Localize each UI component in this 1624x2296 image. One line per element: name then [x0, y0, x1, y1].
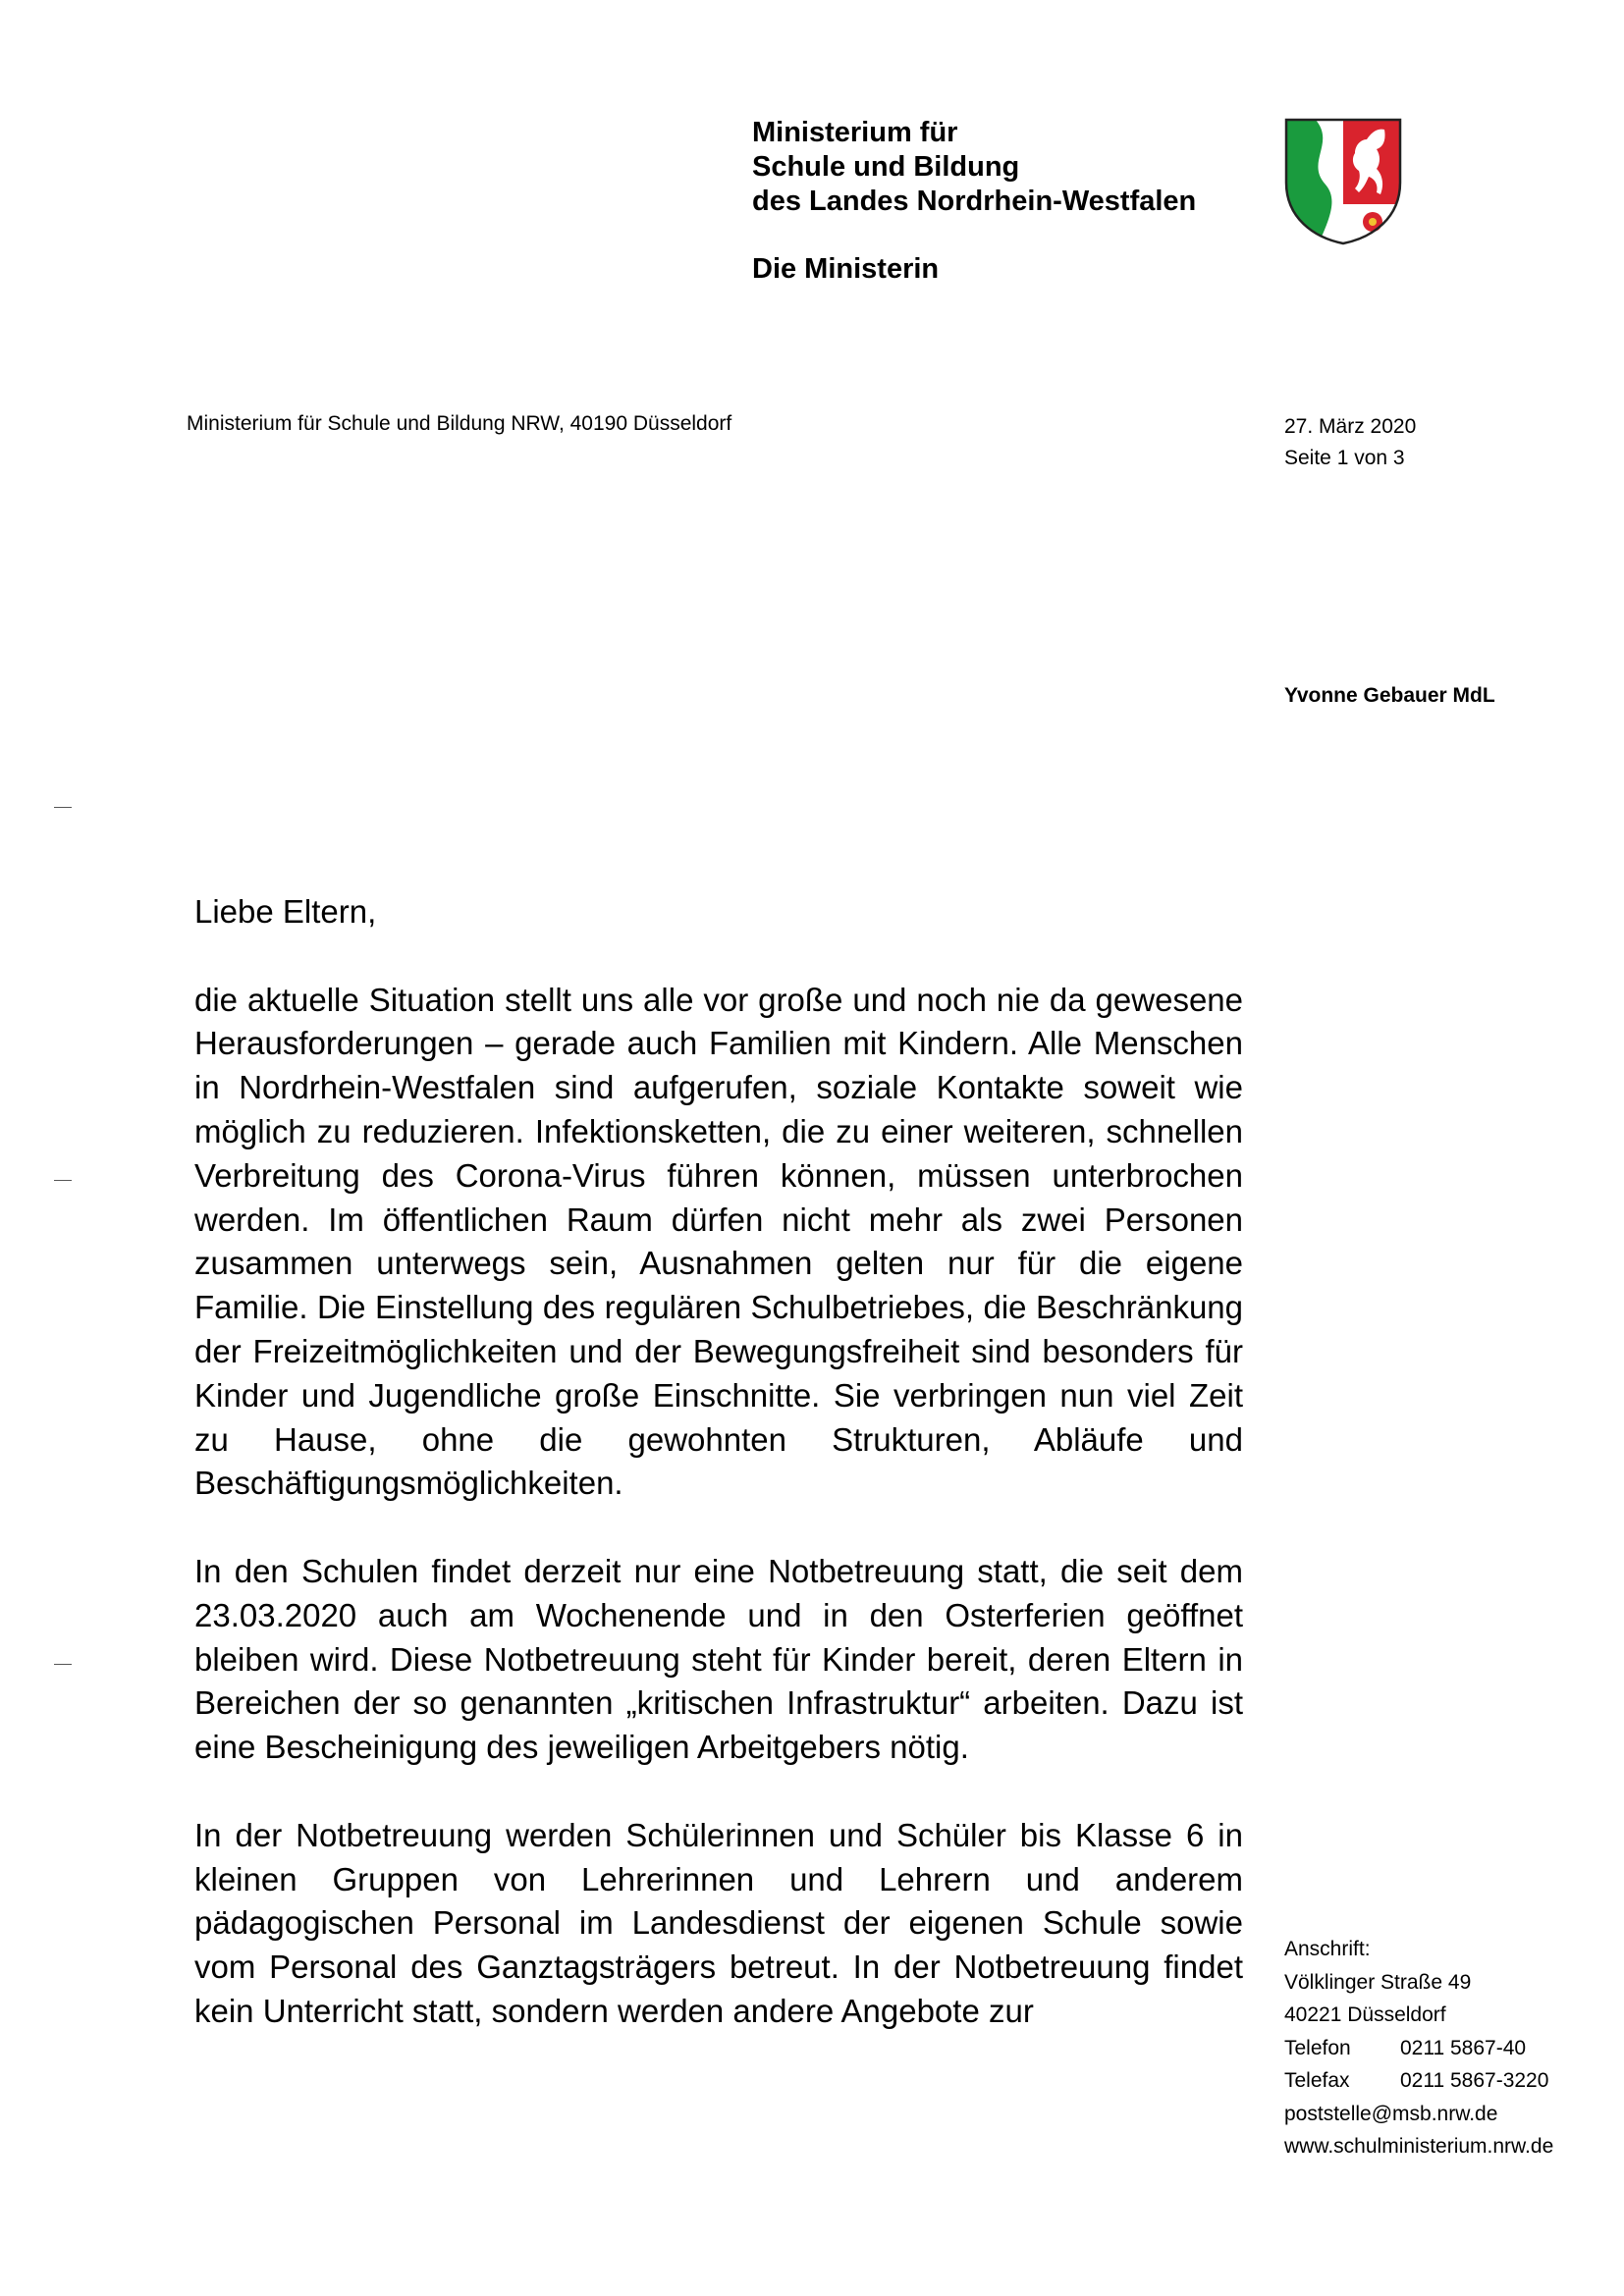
- letter-meta: [1284, 411, 1416, 474]
- address-heading: Anschrift:: [1284, 1938, 1371, 1960]
- salutation: Liebe Eltern,: [194, 893, 377, 930]
- email-address[interactable]: poststelle@msb.nrw.de: [1284, 2102, 1498, 2125]
- page-indicator: Seite 1 von 3: [1284, 447, 1405, 469]
- letterhead: [752, 116, 1302, 287]
- ministry-name-line-2: Schule und Bildung: [752, 151, 1020, 183]
- sender-address-line: Ministerium für Schule und Bildung NRW, 40190 Düsseldorf: [187, 412, 732, 435]
- ministry-address-block: [1284, 1933, 1553, 2163]
- fax-label: Telefax: [1284, 2069, 1350, 2092]
- fold-mark-lower: [54, 1664, 72, 1665]
- phone-label: Telefon: [1284, 2036, 1351, 2059]
- fax-number: 0211 5867-3220: [1400, 2069, 1549, 2092]
- body-paragraph-3: In der Notbetreuung werden Schülerinnen und Schüler bis Klasse 6 in kleinen Gruppen von Lehrerinnen und Lehrern und anderem pädagogischen Personal im Landesdienst der eigenen Schule sowie vom Personal des Ganztagsträgers betreut. In der Notbetreuung findet kein Unterricht statt, sondern werden andere Angebote zur: [194, 1816, 1243, 2029]
- letter-date: 27. März 2020: [1284, 415, 1417, 438]
- ministry-name-line-3: des Landes Nordrhein-Westfalen: [752, 186, 1197, 217]
- body-paragraph-2: In den Schulen findet derzeit nur eine Notbetreuung statt, die seit dem 23.03.2020 auch am Wochenende und in den Osterferien geöffnet bleiben wird. Diese Notbetreuung steht für Kinder bereit, deren Eltern in Bereichen der so genannten „kritischen Infrastruktur“ arbeiten. Dazu ist eine Bescheinigung des jeweiligen Arbeitgebers nötig.: [194, 1552, 1243, 1766]
- fold-mark-top: [54, 807, 72, 808]
- ministry-name-line-1: Ministerium für: [752, 117, 958, 148]
- address-street: Völklinger Straße 49: [1284, 1970, 1472, 1994]
- letter-body: [194, 890, 1243, 2034]
- minister-name: Yvonne Gebauer MdL: [1284, 684, 1495, 707]
- phone-row: [1284, 2032, 1553, 2065]
- fold-mark-middle: [54, 1180, 72, 1181]
- minister-role: Die Ministerin: [752, 253, 940, 285]
- nrw-coat-of-arms-icon: [1282, 116, 1404, 245]
- fax-row: [1284, 2064, 1553, 2098]
- address-city: 40221 Düsseldorf: [1284, 2003, 1446, 2026]
- body-paragraph-1: die aktuelle Situation stellt uns alle vor große und noch nie da gewesene Herausforderungen – gerade auch Familien mit Kindern. Alle Menschen in Nordrhein-Westfalen sind aufgerufen, soziale Kontakte soweit wie möglich zu reduzieren. Infektionsketten, die zu einer weiteren, schnellen Verbreitung des Corona-Virus führen können, müssen unterbrochen werden. Im öffentlichen Raum dürfen nicht mehr als zwei Personen zusammen unterwegs sein, Ausnahmen gelten nur für die eigene Familie. Die Einstellung des regulären Schulbetriebes, die Beschränkung der Freizeitmöglichkeiten und der Bewegungsfreiheit sind besonders für Kinder und Jugendliche große Einschnitte. Sie verbringen nun viel Zeit zu Hause, ohne die gewohnten Strukturen, Abläufe und Beschäftigungsmöglichkeiten.: [194, 981, 1243, 1502]
- website-address[interactable]: www.schulministerium.nrw.de: [1284, 2135, 1554, 2158]
- phone-number: 0211 5867-40: [1400, 2036, 1527, 2059]
- lippe-rose-icon: [1363, 212, 1382, 232]
